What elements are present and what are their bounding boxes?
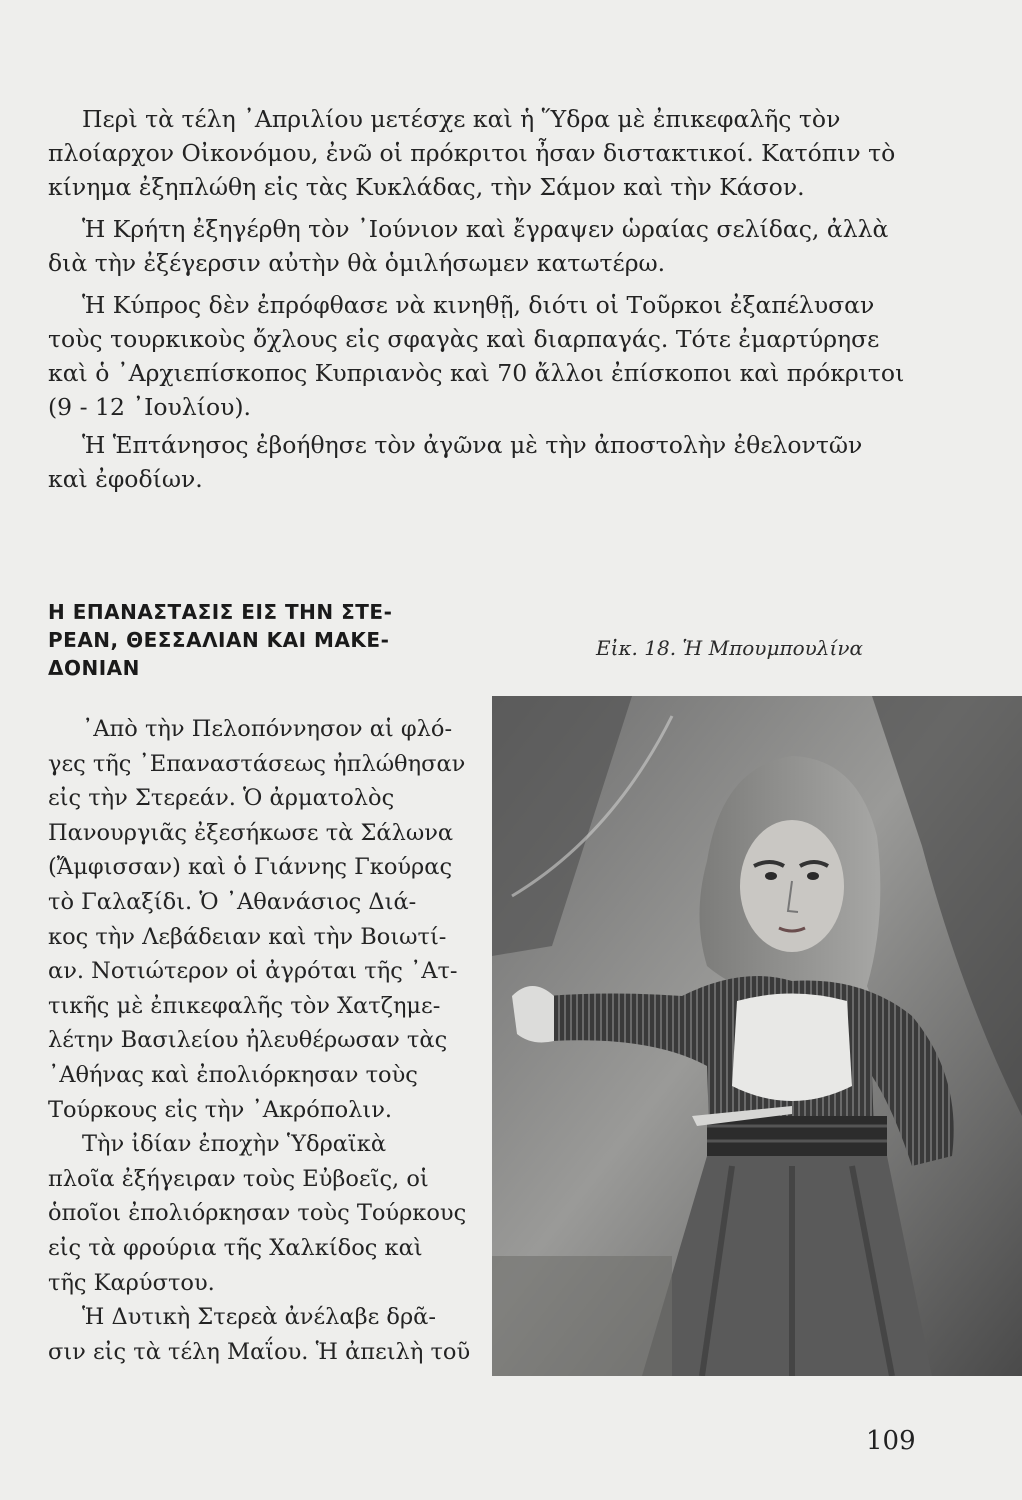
text-line: καὶ ἐφοδίων. — [48, 465, 203, 493]
text-line: Περὶ τὰ τέλη ᾿Απριλίου μετέσχε καὶ ἡ Ὕδρα μὲ ἐπικεφαλῆς τὸν — [82, 105, 841, 133]
portrait-illustration — [492, 696, 1022, 1376]
text-line: πλοίαρχον Οἰκονόμου, ἐνῶ οἱ πρόκριτοι ἦσαν διστακτικοί. Κατόπιν τὸ — [48, 139, 896, 167]
text-line: τοὺς τουρκικοὺς ὄχλους εἰς σφαγὰς καὶ διαρπαγάς. Τότε ἐμαρτύρησε — [48, 325, 880, 353]
page-number: 109 — [866, 1426, 916, 1456]
text-line: εἰς τὰ φρούρια τῆς Χαλκίδος καὶ — [48, 1234, 423, 1261]
text-line: Ἡ Κρήτη ἐξηγέρθη τὸν ᾿Ιούνιον καὶ ἔγραψεν ὡραίας σελίδας, ἀλλὰ — [82, 215, 889, 243]
text-line: κος τὴν Λεβάδειαν καὶ τὴν Βοιωτί- — [48, 923, 447, 950]
text-line: ᾿Αθήνας καὶ ἐπολιόρκησαν τοὺς — [48, 1061, 418, 1088]
text-line: γες τῆς ᾿Επαναστάσεως ἠπλώθησαν — [48, 750, 466, 777]
text-line: τῆς Καρύστου. — [48, 1269, 215, 1296]
text-line: (Ἄμφισσαν) καὶ ὁ Γιάννης Γκούρας — [48, 854, 453, 881]
text-line: τὸ Γαλαξίδι. Ὁ ᾿Αθανάσιος Διά- — [48, 888, 417, 915]
text-line: καὶ ὁ ᾿Αρχιεπίσκοπος Κυπριανὸς καὶ 70 ἄλλοι ἐπίσκοποι καὶ πρόκριτοι — [48, 359, 905, 387]
text-line: Ἡ Ἑπτάνησος ἐβοήθησε τὸν ἀγῶνα μὲ τὴν ἀποστολὴν ἐθελοντῶν — [82, 431, 863, 459]
figure-caption: Εἰκ. 18. Ἡ Μπουμπουλίνα — [596, 636, 863, 660]
heading-line: ΔΟΝΙΑΝ — [48, 656, 140, 680]
text-line: (9 - 12 ᾿Ιουλίου). — [48, 393, 252, 421]
text-line: σιν εἰς τὰ τέλη Μαΐου. Ἡ ἀπειλὴ τοῦ — [48, 1338, 471, 1365]
text-line: Πανουργιᾶς ἐξεσήκωσε τὰ Σάλωνα — [48, 819, 454, 846]
heading-line: ΡΕΑΝ, ΘΕΣΣΑΛΙΑΝ ΚΑΙ ΜΑΚΕ- — [48, 628, 390, 652]
heading-line: Η ΕΠΑΝΑΣΤΑΣΙΣ ΕΙΣ ΤΗΝ ΣΤΕ- — [48, 600, 393, 624]
text-line: πλοῖα ἐξήγειραν τοὺς Εὐβοεῖς, οἱ — [48, 1165, 429, 1192]
text-line: αν. Νοτιώτερον οἱ ἀγρόται τῆς ᾿Ατ- — [48, 958, 458, 985]
text-line: Τούρκους εἰς τὴν ᾿Ακρόπολιν. — [48, 1096, 393, 1123]
section-heading — [48, 598, 473, 682]
text-line: Ἡ Κύπρος δὲν ἐπρόφθασε νὰ κινηθῇ, διότι οἱ Τοῦρκοι ἐξαπέλυσαν — [82, 291, 875, 319]
text-line: κίνημα ἐξηπλώθη εἰς τὰς Κυκλάδας, τὴν Σάμον καὶ τὴν Κάσον. — [48, 173, 805, 201]
text-line: διὰ τὴν ἐξέγερσιν αὐτὴν θὰ ὁμιλήσωμεν κατωτέρω. — [48, 249, 666, 277]
intro-text — [48, 102, 906, 496]
column-text — [48, 712, 478, 1369]
text-line: ᾿Απὸ τὴν Πελοπόννησον αἱ φλό- — [82, 716, 453, 742]
text-line: Ἡ Δυτικὴ Στερεὰ ἀνέλαβε δρᾶ- — [82, 1304, 436, 1331]
portrait-image — [492, 696, 1022, 1376]
text-line: λέτην Βασιλείου ἠλευθέρωσαν τὰς — [48, 1027, 448, 1054]
text-line: τικῆς μὲ ἐπικεφαλῆς τὸν Χατζημε- — [48, 992, 441, 1019]
text-line: εἰς τὴν Στερεάν. Ὁ ἀρματολὸς — [48, 785, 395, 812]
text-line: Τὴν ἰδίαν ἐποχὴν Ὑδραϊκὰ — [82, 1131, 387, 1158]
text-line: ὁποῖοι ἐπολιόρκησαν τοὺς Τούρκους — [48, 1200, 467, 1227]
